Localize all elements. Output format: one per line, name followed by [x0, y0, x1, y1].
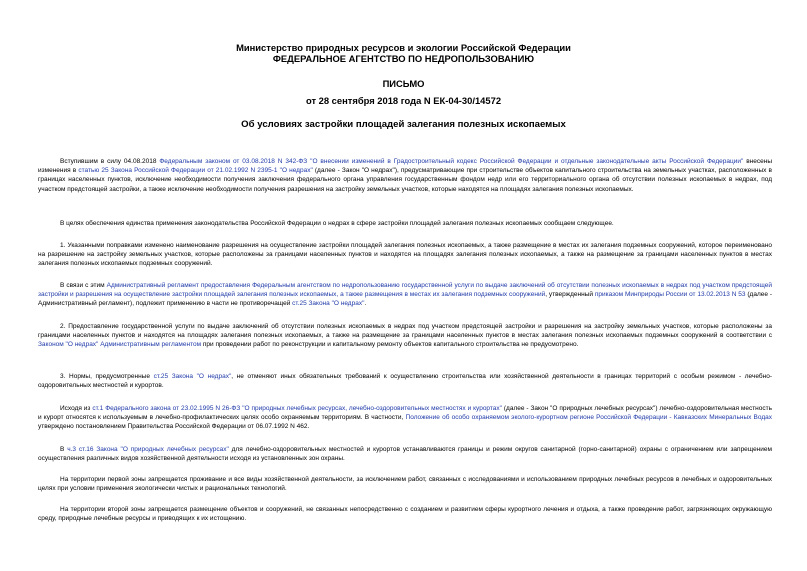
paragraph-9	[38, 475, 772, 493]
link-article25-short[interactable]: ст.25 Закона "О недрах"	[292, 300, 365, 308]
p1-text-c: (далее - Закон "О недрах"), предусматривающие при строительстве объектов капитального строительства на земельных участках, расположенных в границах населенных пунктов, исключение необходимости получения заключения федерального органа управления государственным фондом недр или его территориального органа об отсутствии полезных ископаемых в недрах, под участком предстоящей застройки, а также исключение необходимости получения разрешения на застройку земельных участков, которые находятся на площадях залегания полезных ископаемых.	[38, 167, 772, 193]
agency-title: ФЕДЕРАЛЬНОЕ АГЕНТСТВО ПО НЕДРОПОЛЬЗОВАНИЮ	[272, 53, 535, 64]
paragraph-8	[38, 445, 772, 463]
p7-text-c: (далее - Закон "О природных лечебных ресурсах") лечебно-оздоровительная местность и курорт относятся к используемым в лечебно-профилактических целях особо охраняемым территориям. В частности,	[38, 405, 772, 422]
paragraph-10	[38, 505, 772, 523]
p8-text-a: В	[60, 446, 68, 453]
p4-text-b: , утвержденный	[545, 291, 595, 299]
p6-text-b: , не отменяют иных обязательных требований к осуществлению строительства или хозяйственной деятельности в границах территорий с особым режимом - лечебно-оздоровительных местностей и курортов.	[38, 373, 772, 390]
paragraph-4	[38, 281, 772, 309]
paragraph-1	[38, 157, 772, 194]
link-article25-nedra[interactable]: статью 25 Закона Российской Федерации от 21.02.1992 N 2395-1 "О недрах"	[78, 167, 313, 175]
paragraph-3	[38, 241, 772, 269]
p7-text-a: Исходя из	[60, 405, 93, 412]
p5-text-c: при проведении работ по реконструкции и капитальному ремонту объектов капитального строительства не предусмотрено.	[201, 341, 579, 349]
link-st1[interactable]: ст.1	[92, 405, 104, 412]
link-fz342[interactable]: Федеральным законом от 03.08.2018 N 342-ФЗ "О внесении изменений в Градостроительный кодекс Российской Федерации и отдельные законодательные акты Российской Федерации"	[159, 158, 744, 165]
paragraph-7	[38, 404, 772, 432]
p10-text: На территории второй зоны запрещается размещение объектов и сооружений, не связанных непосредственно с созданием и развитием сферы курортного лечения и отдыха, а также проведение работ, загрязняющих окружающую среду, природные лечебные ресурсы и приводящих к их истощению.	[38, 506, 772, 523]
ministry-title: Министерство природных ресурсов и экологии Российской Федерации	[236, 42, 571, 53]
link-admin-regulation[interactable]: Административный регламент предоставления Федеральным агентством по недропользованию государственной услуги по выдаче заключений об отсутствии полезных ископаемых в недрах под участком предстоящей застройки и разрешения на осуществление застройки площадей залегания полезных ископаемых, а также размещения в местах их залегания подземных сооружений	[38, 282, 773, 299]
p3-text: 1. Указанными поправками изменено наименование разрешения на осуществление застройки площадей залегания полезных ископаемых, а также размещение в местах их залегания подземных сооружений, которое переименовано на разрешение на застройку земельных участков, которые расположены за границами населенных пунктов и находятся на площадях залегания полезных ископаемых, а также на размещение за границами населенных пунктов в местах залегания полезных ископаемых подземных сооружений.	[38, 242, 772, 268]
paragraph-6	[38, 372, 772, 390]
document-type: ПИСЬМО	[382, 78, 425, 89]
link-zakon-nedra[interactable]: Законом "О недрах"	[38, 341, 99, 349]
link-article25-p3[interactable]: ст.25 Закона "О недрах"	[153, 373, 232, 380]
p8-text-b: для лечебно-оздоровительных местностей и курортов устанавливаются границы и режим округов санитарной (горно-санитарной) охраны с ограничением или запрещением осуществления различных видов хозяйственной деятельности исходя из установленных зон охраны.	[38, 446, 772, 463]
link-fz26[interactable]: Федерального закона от 23.02.1995 N 26-ФЗ "О природных лечебных ресурсах, лечебно-оздоровительных местностях и курортах"	[105, 405, 502, 412]
link-order-53[interactable]: приказом Минприроды России от 13.02.2013 N 53	[594, 291, 746, 299]
p9-text: На территории первой зоны запрещается проживание и все виды хозяйственной деятельности, за исключением работ, связанных с исследованиями и использованием природных лечебных ресурсов в лечебных и оздоровительных целях при условии применения экологически чистых и рациональных технологий.	[38, 476, 772, 493]
paragraph-5	[38, 322, 772, 350]
p4-text-c: (далее - Административный регламент), подлежит применению в части не противоречащей	[38, 291, 772, 308]
p1-text-a: Вступившим в силу 04.08.2018	[60, 158, 160, 165]
link-part3-art16[interactable]: ч.3 ст.16 Закона "О природных лечебных ресурсах"	[67, 446, 229, 453]
document-subject: Об условиях застройки площадей залегания полезных ископаемых	[241, 119, 566, 130]
p5-text-a: 2. Предоставление государственной услуги по выдаче заключений об отсутствии полезных ископаемых в недрах под участком предстоящей застройки и разрешения на застройку земельных участков, которые расположены за границами населенных пунктов и находятся на площадях залегания полезных ископаемых, а также на размещение за границами населенных пунктов в местах залегания полезных ископаемых подземных сооружений в соответствии с	[38, 323, 772, 340]
p4-text-d: .	[364, 300, 367, 308]
link-reglament[interactable]: Административным регламентом	[100, 341, 202, 349]
paragraph-2	[38, 219, 772, 228]
p4-text-a: В связи с этим	[60, 282, 107, 289]
document-date-number: от 28 сентября 2018 года N ЕК-04-30/14572	[305, 95, 502, 106]
link-polozhenie-kmv[interactable]: Положение об особо охраняемом эколого-курортном регионе Российской Федерации - Кавказских Минеральных Водах	[405, 414, 773, 422]
p1-text-b: внесены изменения в	[38, 158, 773, 175]
p6-text-a: 3. Нормы, предусмотренные	[60, 373, 154, 380]
p7-text-d: утверждено постановлением Правительства Российской Федерации от 06.07.1992 N 462.	[38, 423, 310, 431]
p2-text: В целях обеспечения единства применения законодательства Российской Федерации о недрах в сфере застройки площадей залегания полезных ископаемых сообщаем следующее.	[60, 220, 614, 227]
